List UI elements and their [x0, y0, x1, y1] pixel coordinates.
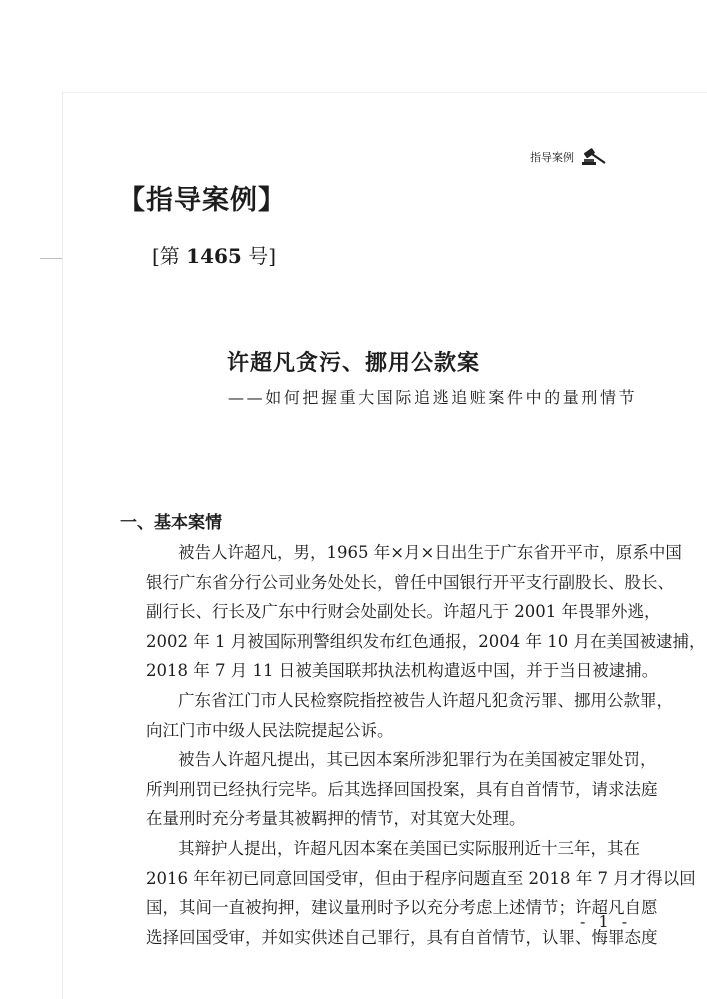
case-title: 许超凡贪污、挪用公款案	[226, 350, 480, 376]
text-line: 被告人许超凡提出，其已因本案所涉犯罪行为在美国被定罪处罚，	[178, 750, 657, 770]
running-head	[530, 148, 606, 166]
paragraph	[146, 745, 658, 834]
text-line: 国，其间一直被拘押，建议量刑时予以充分考虑上述情节；许超凡自愿	[146, 898, 658, 918]
text-line: 2016 年年初已同意回国受审，但由于程序问题直至 2018 年 7 月才得以回	[146, 868, 696, 888]
text-line: 广东省江门市人民检察院指控被告人许超凡犯贪污罪、挪用公款罪，	[178, 690, 673, 710]
margin-tick	[40, 258, 62, 259]
paragraph	[146, 686, 673, 745]
text-line: 银行广东省分行公司业务处处长，曾任中国银行开平支行副股长、股长、	[146, 572, 674, 592]
case-number-prefix: [第	[152, 244, 187, 268]
text-line: 2002 年 1 月被国际刑警组织发布红色通报，2004 年 10 月在美国被逮捕，	[146, 631, 706, 651]
case-number	[152, 240, 276, 269]
text-line: 所判刑罚已经执行完毕。后其选择回国投案，具有自首情节，请求法庭	[146, 779, 658, 799]
case-number-value: 1465	[186, 244, 242, 268]
paragraph	[146, 538, 706, 686]
paragraph	[146, 834, 696, 952]
page-number: - 1 -	[580, 912, 632, 931]
text-line: 在量刑时充分考量其被羁押的情节，对其宽大处理。	[146, 809, 526, 829]
text-line: 其辩护人提出，许超凡因本案在美国已实际服刑近十三年，其在	[178, 838, 640, 858]
gavel-icon	[580, 148, 606, 166]
kicker-heading: 【指导案例】	[118, 185, 286, 216]
running-head-label: 指导案例	[530, 151, 574, 164]
text-line: 副行长、行长及广东中行财会处副处长。许超凡于 2001 年畏罪外逃，	[146, 602, 661, 622]
text-line: 向江门市中级人民法院提起公诉。	[146, 720, 394, 740]
case-number-suffix: 号]	[241, 244, 277, 268]
case-subtitle: ——如何把握重大国际追逃追赃案件中的量刑情节	[228, 388, 638, 407]
body-text	[146, 538, 706, 952]
text-line: 2018 年 7 月 11 日被美国联邦执法机构遣返中国，并于当日被逮捕。	[146, 661, 659, 681]
text-line: 选择回国受审，并如实供述自己罪行，具有自首情节，认罪、悔罪态度	[146, 927, 658, 947]
text-line: 被告人许超凡，男，1965 年×月×日出生于广东省开平市，原系中国	[178, 543, 682, 562]
section-heading: 一、基本案情	[120, 513, 222, 533]
